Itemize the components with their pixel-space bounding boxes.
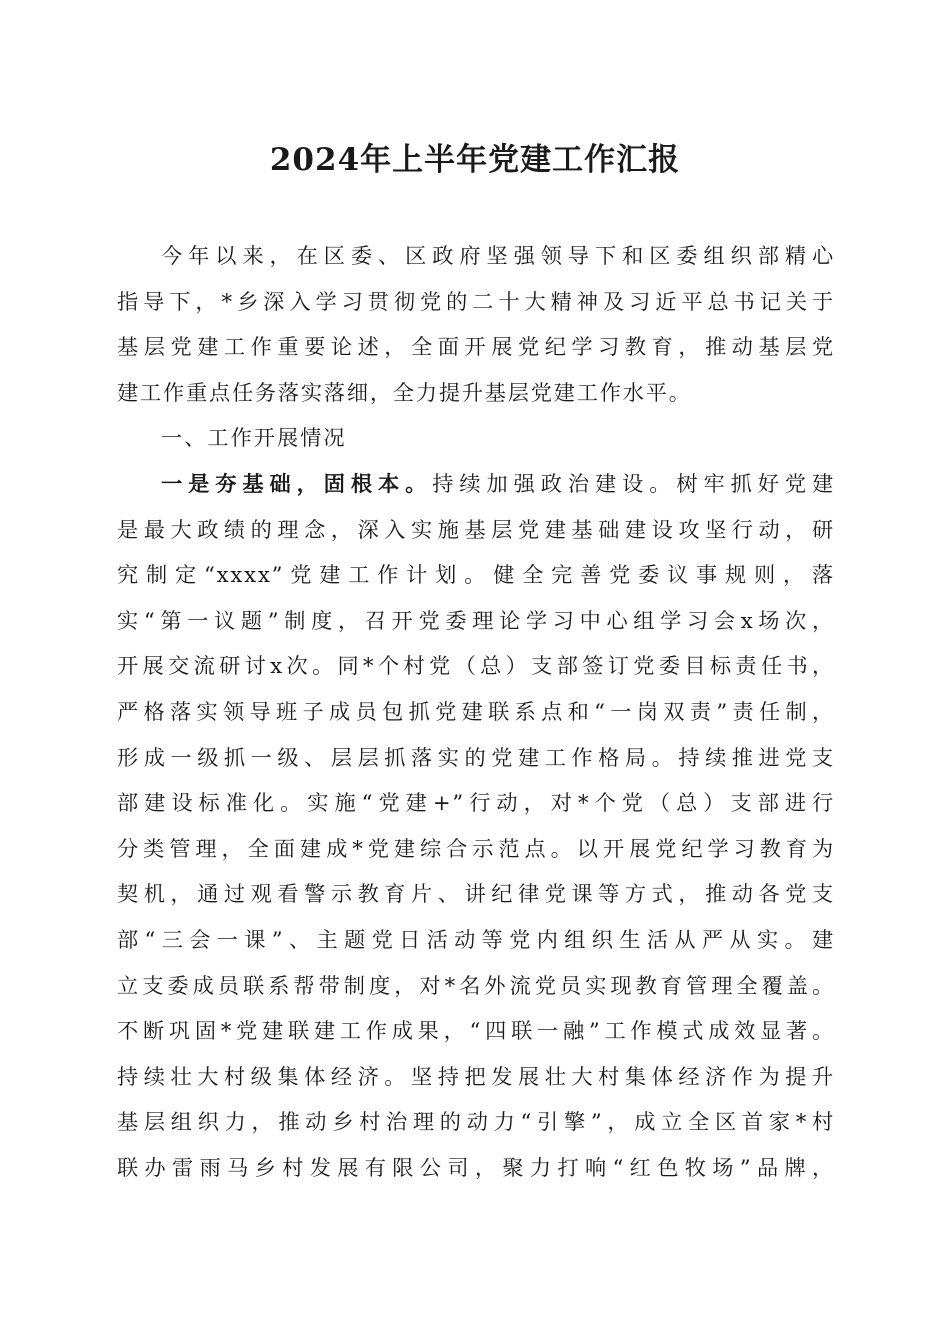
intro-line: 建工作重点任务落实落细，全力提升基层党建工作水平。 — [117, 379, 692, 405]
paragraph-line: 部“三会一课”、主题党日活动等党内组织生活从严从实。建 — [117, 926, 835, 952]
paragraph-line: 实“第一议题”制度，召开党委理论学习中心组学习会x场次， — [117, 607, 835, 633]
paragraph-line: 基层组织力，推动乡村治理的动力“引擎”，成立全区首家*村 — [117, 1109, 835, 1135]
intro-line: 基层党建工作重要论述，全面开展党纪学习教育，推动基层党 — [117, 334, 835, 360]
paragraph-line: 联办雷雨马乡村发展有限公司，聚力打响“红色牧场”品牌， — [117, 1154, 835, 1180]
intro-line: 指导下，*乡深入学习贯彻党的二十大精神及习近平总书记关于 — [117, 288, 835, 314]
paragraph-line: 分类管理，全面建成*党建综合示范点。以开展党纪学习教育为 — [117, 835, 835, 861]
paragraph-line: 开展交流研讨x次。同*个村党（总）支部签订党委目标责任书， — [117, 653, 835, 679]
paragraph-line: 究制定“xxxx”党建工作计划。健全完善党委议事规则，落 — [117, 562, 835, 588]
paragraph-line: 持续壮大村级集体经济。坚持把发展壮大村集体经济作为提升 — [117, 1063, 835, 1089]
intro-line: 今年以来，在区委、区政府坚强领导下和区委组织部精心 — [161, 243, 835, 268]
paragraph-line: 形成一级抓一级、层层抓落实的党建工作格局。持续推进党支 — [117, 744, 835, 770]
section-heading: 一、工作开展情况 — [161, 425, 347, 451]
paragraph-first-line — [117, 461, 835, 507]
paragraph-line: 部建设标准化。实施“党建+”行动，对*个党（总）支部进行 — [117, 790, 835, 816]
document-body — [117, 233, 835, 1190]
document-title: 2024年上半年党建工作汇报 — [269, 142, 681, 178]
paragraph-lead: 一是夯基础，固根本。 — [161, 470, 433, 496]
paragraph-line: 契机，通过观看警示教育片、讲纪律党课等方式，推动各党支 — [117, 881, 835, 907]
paragraph-line: 严格落实领导班子成员包抓党建联系点和“一岗双责”责任制， — [117, 698, 835, 724]
paragraph-line: 立支委成员联系帮带制度，对*名外流党员实现教育管理全覆盖。 — [117, 972, 835, 998]
paragraph-line: 是最大政绩的理念，深入实施基层党建基础建设攻坚行动，研 — [117, 516, 835, 542]
paragraph-line: 不断巩固*党建联建工作成果，“四联一融”工作模式成效显著。 — [117, 1018, 835, 1044]
paragraph-first-line-rest: 持续加强政治建设。树牢抓好党建 — [432, 470, 835, 496]
